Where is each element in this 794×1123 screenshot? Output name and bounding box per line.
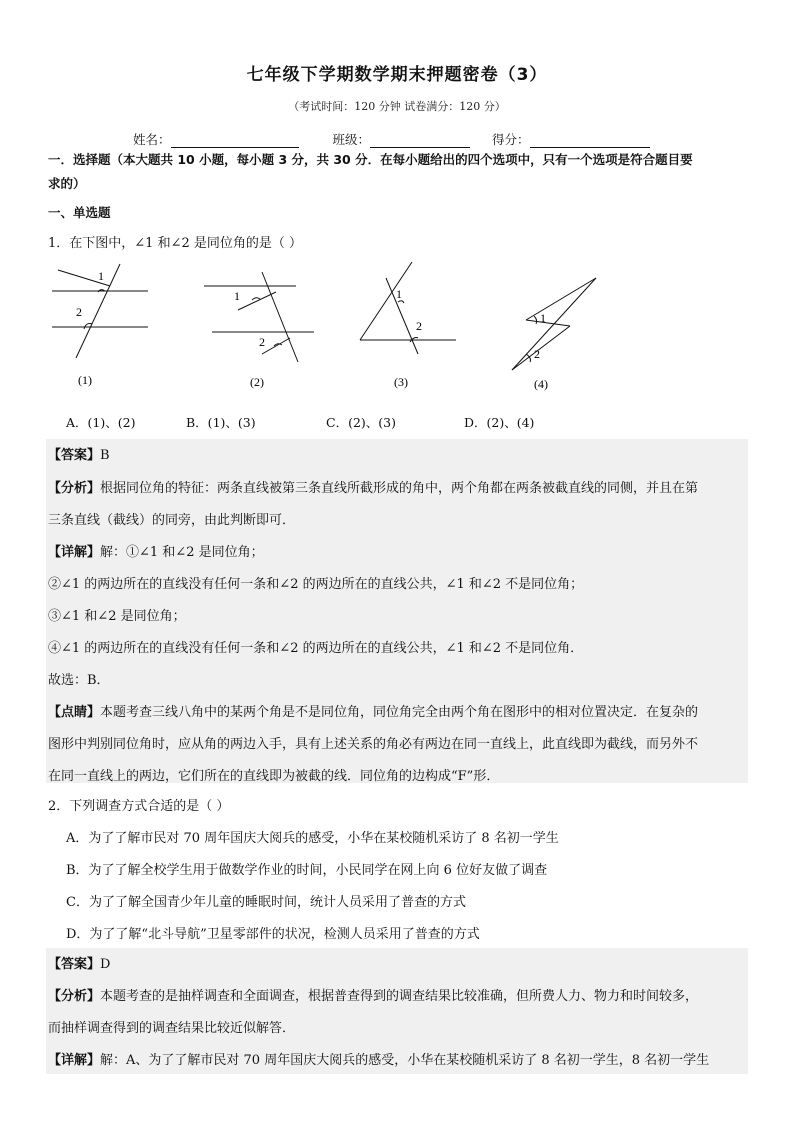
q1-analysis-cont: 三条直线（截线）的同旁，由此判断即可． [48, 513, 296, 528]
section-intro: 一．选择题（本大题共 10 小题，每小题 3 分，共 30 分．在每小题给出的四个选项中，只有一个选项是符合题目要 求的） [48, 152, 693, 191]
page-title: 七年级下学期数学期末押题密卷（3） [246, 65, 548, 85]
fig1-angle-1: 1 [98, 269, 104, 283]
name-field[interactable] [171, 133, 299, 148]
q2-option-b: B．为了了解全校学生用于做数学作业的时间，小民同学在网上向 6 位好友做了调查 [66, 863, 548, 878]
q1-analysis: 【分析】根据同位角的特征：两条直线被第三条直线所截形成的角中，两个角都在两条被截直线的同侧，并且在第 [48, 481, 699, 496]
fig3-angle-2: 2 [416, 319, 422, 333]
section-subheading: 一、单选题 [48, 205, 111, 220]
score-field[interactable] [530, 133, 650, 148]
score-label: 得分： [492, 132, 530, 147]
class-field[interactable] [370, 133, 470, 148]
fig1-angle-2: 2 [76, 305, 82, 319]
q1-stem: 1．在下图中，∠1 和∠2 是同位角的是（ ） [48, 236, 302, 251]
q1-comment: 【点睛】本题考查三线八角中的某两个角是不是同位角，同位角完全由两个角在图形中的相对位置决定．在复杂的 [48, 705, 699, 720]
q2-stem: 2．下列调查方式合适的是（ ） [48, 799, 230, 814]
q1-answer: 【答案】B [48, 448, 110, 463]
q1-option-c: C．(2)、(3) [326, 415, 396, 430]
fig3-angle-1: 1 [396, 287, 402, 301]
fig4-angle-1: 1 [540, 311, 546, 325]
q2-analysis: 【分析】本题考查的是抽样调查和全面调查，根据普查得到的调查结果比较准确，但所费人力、物力和时间较多， [48, 989, 699, 1004]
q1-detail-3: ③∠1 和∠2 是同位角； [48, 609, 186, 624]
q2-answer: 【答案】D [48, 957, 111, 972]
q1-option-a: A．(1)、(2) [66, 415, 136, 430]
fig2-angle-1: 1 [234, 289, 240, 303]
q1-detail-2: ②∠1 的两边所在的直线没有任何一条和∠2 的两边所在的直线公共，∠1 和∠2 不是同位角； [48, 577, 584, 592]
q2-analysis-cont: 而抽样调查得到的调查结果比较近似解答． [48, 1021, 296, 1036]
q1-option-b: B．(1)、(3) [186, 415, 256, 430]
q1-comment-3: 在同一直线上的两边，它们所在的直线即为被截的线．同位角的边构成“F”形． [48, 769, 500, 784]
fig4-angle-2: 2 [534, 347, 540, 361]
figure-4 [512, 278, 596, 370]
q1-choice: 故选：B． [48, 673, 110, 688]
q1-figures [0, 258, 794, 408]
q1-detail: 【详解】解：①∠1 和∠2 是同位角； [48, 545, 264, 560]
q2-option-c: C．为了了解全国青少年儿童的睡眠时间，统计人员采用了普查的方式 [66, 895, 466, 910]
name-label: 姓名： [133, 132, 171, 147]
exam-subtitle: （考试时间：120 分钟 试卷满分：120 分） [288, 100, 506, 113]
q1-detail-4: ④∠1 的两边所在的直线没有任何一条和∠2 的两边所在的直线公共，∠1 和∠2 不是同位角． [48, 641, 584, 656]
fig2-angle-2: 2 [259, 335, 265, 349]
q1-option-d: D．(2)、(4) [464, 415, 535, 430]
figure-3 [360, 262, 456, 354]
q2-option-a: A．为了了解市民对 70 周年国庆大阅兵的感受，小华在某校随机采访了 8 名初一学生 [66, 831, 559, 846]
q2-detail: 【详解】解：A、为了了解市民对 70 周年国庆大阅兵的感受，小华在某校随机采访了 8 名初一学生，8 名初一学生 [48, 1053, 710, 1068]
class-label: 班级： [332, 132, 371, 147]
fig4-label: (4) [534, 377, 548, 391]
fig1-label: (1) [78, 373, 92, 387]
fig2-label: (2) [250, 375, 264, 389]
student-info-row [133, 130, 650, 148]
fig3-label: (3) [394, 375, 408, 389]
q1-comment-2: 图形中判别同位角时，应从角的两边入手，具有上述关系的角必有两边在同一直线上，此直线即为截线，而另外不 [48, 737, 699, 752]
q2-option-d: D．为了了解“北斗导航”卫星零部件的状况，检测人员采用了普查的方式 [66, 927, 480, 942]
